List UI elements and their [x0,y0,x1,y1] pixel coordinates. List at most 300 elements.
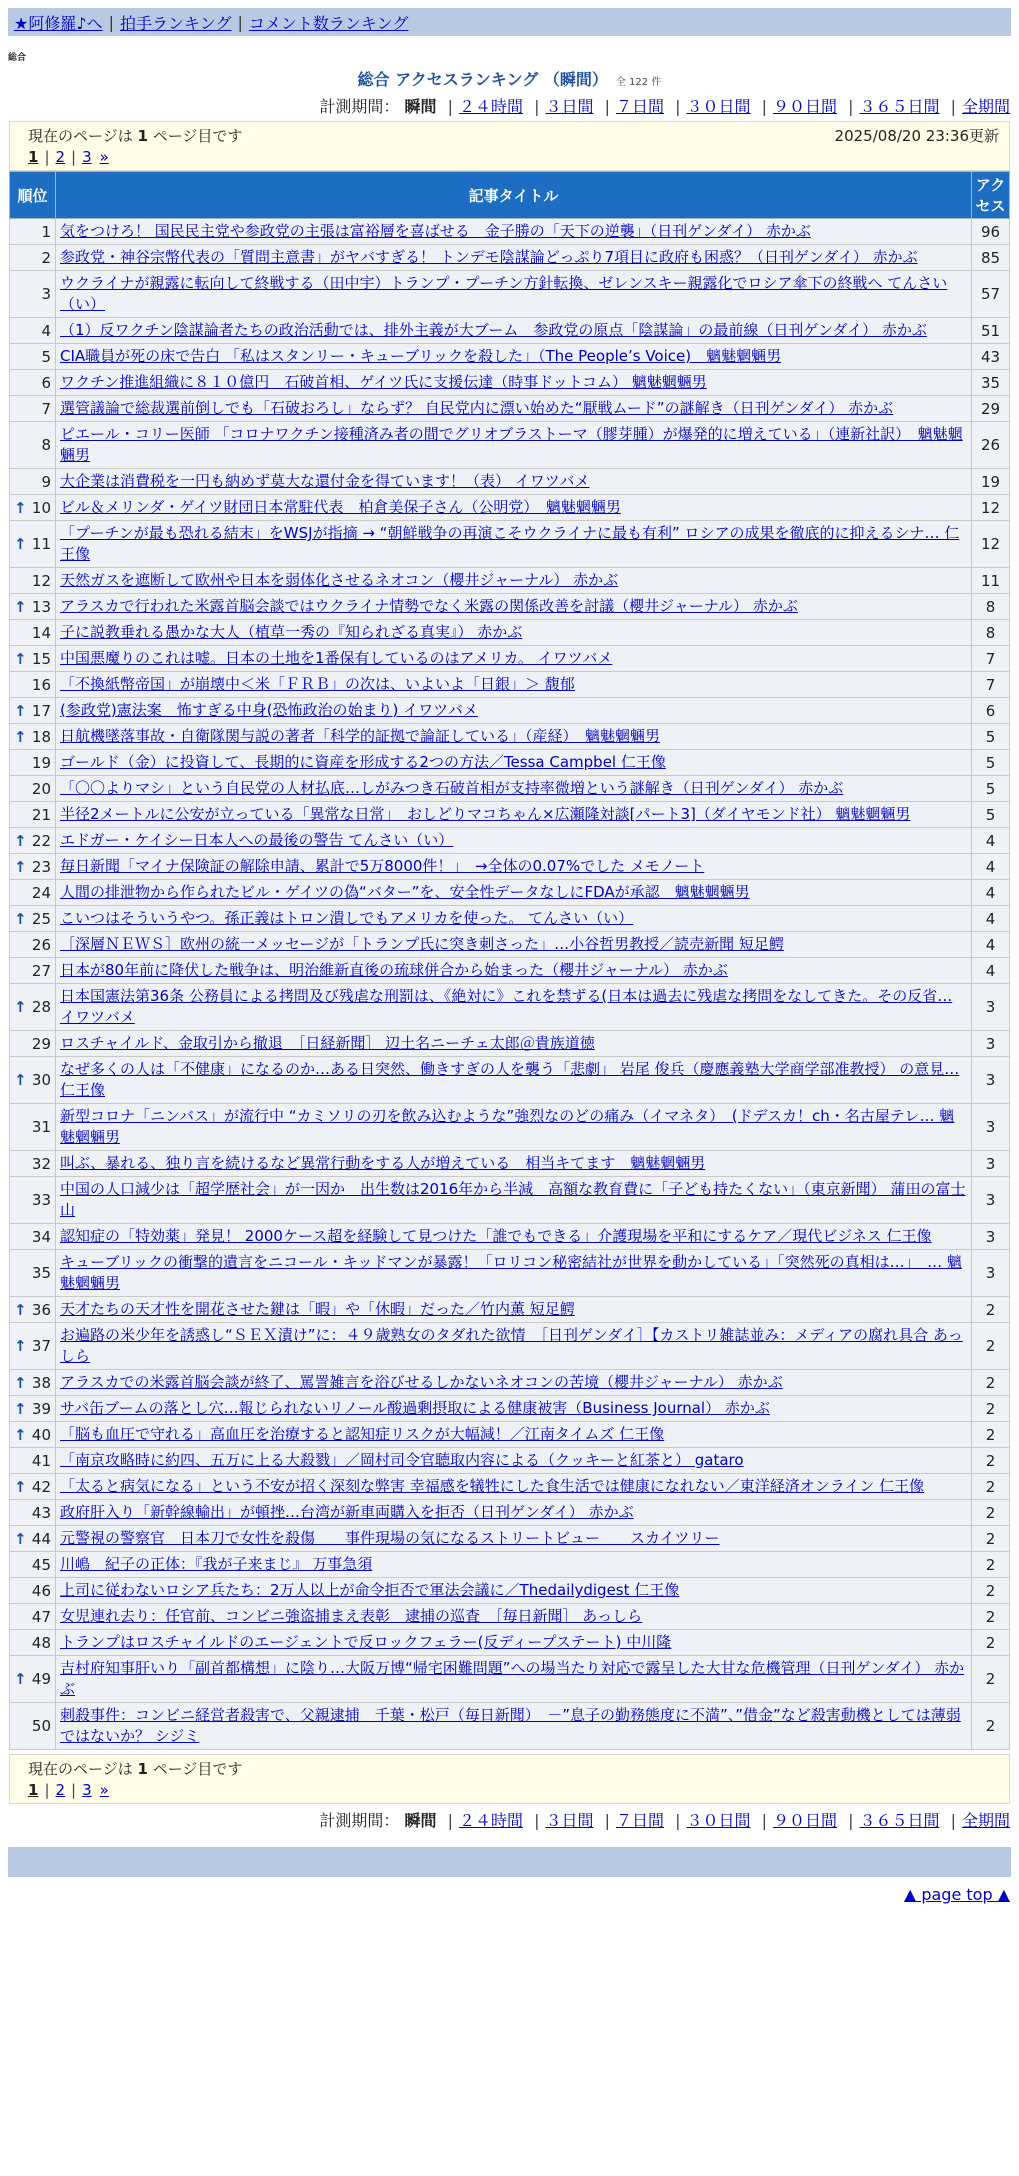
access-count: 7 [972,672,1010,698]
article-link[interactable]: ワクチン推進組織に８１０億円 石破首相、ゲイツ氏に支援伝達（時事ドットコム） 魑魅魍魎男 [60,373,707,391]
article-link[interactable]: こいつはそういうやつ。孫正義はトロン潰しでもアメリカを使った。 てんさい（い） [60,909,634,927]
title-cell [56,271,972,318]
rank-cell [10,750,56,776]
table-row [10,620,1010,646]
article-link[interactable]: 「南京攻略時に約四、五万に上る大殺戮」／岡村司令官聴取内容による（クッキーと紅茶と） gataro [60,1451,744,1469]
total-count: 全 122 件 [615,77,662,88]
period-option-3d[interactable]: ３日間 [545,97,594,116]
rank-number: 34 [31,1227,51,1246]
article-link[interactable]: 川嶋 紀子の正体：『我が子来まじ』 万事急須 [60,1555,373,1573]
table-row [10,1604,1010,1630]
article-link[interactable]: お遍路の米少年を誘惑し“ＳＥＸ漬け”に：４９歳熟女のタダれた欲情 ［日刊ゲンダイ］【カストリ雑誌並み：メディアの腐れ具合 あっしら [60,1326,963,1365]
article-link[interactable]: ウクライナが親露に転向して終戦する（田中宇）トランプ・プーチン方針転換、ゼレンスキー親露化でロシア傘下の終戦へ てんさい（い） [60,274,948,313]
access-count: 2 [972,1630,1010,1656]
article-link[interactable]: 子に説教垂れる愚かな大人（植草一秀の『知られざる真実』） 赤かぶ [60,623,523,641]
table-row [10,958,1010,984]
rank-number: 41 [31,1451,51,1470]
table-row [10,271,1010,318]
article-link[interactable]: アラスカでの米露首脳会談が終了、罵詈雑言を浴びせるしかないネオコンの苦境（櫻井ジャーナル） 赤かぶ [60,1373,783,1391]
period-option-7d[interactable]: ７日間 [615,97,664,116]
title-cell [56,698,972,724]
access-count: 8 [972,594,1010,620]
rank-cell [10,828,56,854]
rank-number: 33 [31,1191,51,1209]
nav-separator: | [108,12,114,32]
rank-up-arrow-icon: ↑ [14,535,27,553]
title-cell [56,1448,972,1474]
table-row [10,594,1010,620]
rank-cell [10,1448,56,1474]
access-count: 2 [972,1474,1010,1500]
rank-cell [10,620,56,646]
rank-up-arrow-icon: ↑ [14,597,27,616]
article-link[interactable]: 日本が80年前に降伏した戦争は、明治維新直後の琉球併合から始まった（櫻井ジャーナル） 赤かぶ [60,961,728,979]
table-row [10,1104,1010,1151]
nav-link-applause-ranking[interactable]: 拍手ランキング [119,13,232,33]
period-option-24h[interactable]: ２４時間 [458,1811,523,1830]
article-link[interactable]: 日本国憲法第36条 公務員による拷問及び残虐な刑罰は、《絶対に》これを禁ずる(日本は過去に残虐な拷問をなしてきた。その反省… イワツバメ [60,987,953,1026]
title-cell [56,1500,972,1526]
article-link[interactable]: 「プーチンが最も恐れる結末」をWSJが指摘 → “朝鮮戦争の再演こそウクライナに最も有利” ロシアの成果を徹底的に抑えるシナ… 仁王像 [60,524,960,563]
rank-up-arrow-icon: ↑ [14,498,27,517]
rank-number: 30 [31,1071,51,1089]
title-cell [56,521,972,568]
page-link-2[interactable]: 2 [55,1781,66,1799]
access-count: 3 [972,1057,1010,1104]
title-cell [56,370,972,396]
access-count: 57 [972,271,1010,318]
period-option-90d[interactable]: ９０日間 [772,97,837,116]
title-cell [56,422,972,469]
rank-cell [10,271,56,318]
table-row [10,1526,1010,1552]
rank-cell [10,854,56,880]
rank-number: 39 [31,1399,51,1418]
access-count: 4 [972,958,1010,984]
period-option-all[interactable]: 全期間 [961,97,1010,116]
title-cell [56,1057,972,1104]
title-cell [56,1297,972,1323]
rank-cell [10,1250,56,1297]
article-link[interactable]: 刺殺事件：コンビニ経営者殺害で、父親逮捕 千葉・松戸（毎日新聞） －”息子の勤務態度に不満”、”借金”など殺害動機としては薄弱ではないか？ シジミ [60,1706,961,1745]
page-link-1[interactable]: 1 [28,1781,39,1799]
rank-cell [10,594,56,620]
rank-cell [10,521,56,568]
table-row [10,318,1010,344]
article-link[interactable]: 中国の人口減少は「超学歴社会」が一因か 出生数は2016年から半減 高額な教育費に「子ども持たくない」（東京新聞） 蒲田の富士山 [60,1180,966,1219]
rank-number: 35 [31,1264,51,1282]
header-rank: 順位 [10,172,56,219]
period-current: 瞬間 [404,97,437,116]
table-row [10,750,1010,776]
bottom-bar [8,1847,1011,1877]
page-link-next[interactable]: » [99,1781,109,1799]
access-count: 2 [972,1526,1010,1552]
title-cell [56,1604,972,1630]
access-count: 3 [972,1031,1010,1057]
rank-cell [10,958,56,984]
table-row [10,1370,1010,1396]
access-count: 11 [972,568,1010,594]
title-cell [56,594,972,620]
article-link[interactable]: 元警視の警察官 日本刀で女性を殺傷 事件現場の気になるストリートビュー スカイツリー [60,1529,720,1547]
title-cell [56,984,972,1031]
rank-number: 17 [31,701,51,720]
current-page-text: 現在のページは 1 ページ目です [28,1759,243,1778]
category-label: 総合 [8,53,27,63]
title-cell [56,1370,972,1396]
rank-number: 2 [41,248,51,267]
table-row [10,984,1010,1031]
title-cell [56,1474,972,1500]
article-link[interactable]: 政府肝入り「新幹線輸出」が頓挫…台湾が新車両購入を拒否（日刊ゲンダイ） 赤かぶ [60,1503,634,1521]
access-count: 2 [972,1578,1010,1604]
title-cell [56,1422,972,1448]
table-row [10,932,1010,958]
article-link[interactable]: 日航機墜落事故・自衛隊関与説の著者「科学的証拠で論証している」（産経） 魑魅魍魎男 [60,727,661,745]
rank-up-arrow-icon: ↑ [14,727,27,746]
rank-number: 22 [31,831,51,850]
rank-cell [10,568,56,594]
table-row [10,1297,1010,1323]
rank-up-arrow-icon: ↑ [14,1399,27,1418]
article-link[interactable]: トランプはロスチャイルドのエージェントで反ロックフェラー(反ディープステート) 中川隆 [60,1633,672,1651]
page-top-link[interactable]: ▲ page top ▲ [903,1885,1010,1904]
table-row [10,1057,1010,1104]
article-link[interactable]: キューブリックの衝撃的遺言をニコール・キッドマンが暴露！「ロリコン秘密結社が世界を動かしている」「突然死の真相は…」 … 魑魅魍魎男 [60,1253,962,1292]
access-count: 7 [972,646,1010,672]
title-cell [56,646,972,672]
rank-cell [10,219,56,245]
title-cell [56,219,972,245]
table-row [10,1250,1010,1297]
period-option-365d[interactable]: ３６５日間 [859,97,940,116]
rank-cell [10,1630,56,1656]
article-link[interactable]: 「太ると病気になる」という不安が招く深刻な弊害 幸福感を犠牲にした食生活では健康になれない／東洋経済オンライン 仁王像 [60,1477,925,1495]
period-option-7d[interactable]: ７日間 [615,1811,664,1830]
access-count: 3 [972,984,1010,1031]
rank-number: 3 [41,285,51,303]
header-title: 記事タイトル [56,172,972,219]
nav-link-ashura[interactable]: ★阿修羅♪へ [14,13,103,33]
article-link[interactable]: 大企業は消費税を一円も納めず莫大な還付金を得ています！（表） イワツバメ [60,472,590,490]
article-link[interactable]: ロスチャイルド、金取引から撤退 ［日経新聞］ 辺土名ニーチェ太郎＠貴族道徳 [60,1034,595,1052]
title-cell [56,245,972,271]
table-row [10,396,1010,422]
rank-cell [10,1656,56,1703]
title-cell [56,1151,972,1177]
access-count: 5 [972,750,1010,776]
period-option-24h[interactable]: ２４時間 [458,97,523,116]
rank-up-arrow-icon: ↑ [14,1373,27,1392]
page-title: 総合 アクセスランキング （瞬間） [357,70,608,89]
rank-number: 24 [31,883,51,902]
rank-cell [10,672,56,698]
rank-cell [10,646,56,672]
rank-number: 11 [31,535,51,553]
title-cell [56,396,972,422]
rank-cell [10,1703,56,1750]
rank-number: 40 [31,1425,51,1444]
header-access: アクセス [972,172,1010,219]
article-link[interactable]: 認知症の「特効薬」発見！ 2000ケース超を経験して見つけた「誰でもできる」介護現場を平和にするケア／現代ビジネス 仁王像 [60,1227,932,1245]
article-link[interactable]: ゴールド（金）に投資して、長期的に資産を形成する2つの方法／Tessa Campbel 仁王像 [60,753,666,771]
article-link[interactable]: (参政党)憲法案 怖すぎる中身(恐怖政治の始まり) イワツバメ [60,701,478,719]
rank-up-arrow-icon: ↑ [14,1529,27,1548]
access-count: 43 [972,344,1010,370]
title-cell [56,1224,972,1250]
access-count: 2 [972,1552,1010,1578]
table-row [10,1630,1010,1656]
period-option-all[interactable]: 全期間 [961,1811,1010,1830]
rank-number: 36 [31,1300,51,1319]
title-cell [56,1396,972,1422]
access-count: 4 [972,932,1010,958]
article-link[interactable]: 参政党・神谷宗幣代表の「質問主意書」がヤバすぎる！ トンデモ陰謀論どっぷり7項目に政府も困惑？（日刊ゲンダイ） 赤かぶ [60,248,918,266]
rank-cell [10,495,56,521]
rank-number: 38 [31,1373,51,1392]
table-row [10,1474,1010,1500]
table-row [10,1578,1010,1604]
title-cell [56,1104,972,1151]
rank-up-arrow-icon: ↑ [14,1670,27,1688]
rank-cell [10,776,56,802]
updated-timestamp: 2025/08/20 23:36更新 [834,126,999,145]
title-cell [56,1323,972,1370]
article-link[interactable]: 人間の排泄物から作られたビル・ゲイツの偽“バター”を、安全性データなしにFDAが承認 魑魅魍魎男 [60,883,750,901]
table-row [10,245,1010,271]
title-cell [56,802,972,828]
table-row [10,1031,1010,1057]
rank-number: 13 [31,597,51,616]
rank-number: 5 [41,347,51,366]
rank-cell [10,724,56,750]
period-option-30d[interactable]: ３０日間 [686,1811,751,1830]
article-link[interactable]: 「不換紙幣帝国」が崩壊中＜米「ＦＲＢ」の次は、いよいよ「日銀」＞ 馥郁 [60,675,575,693]
article-link[interactable]: 天然ガスを遮断して欧州や日本を弱体化させるネオコン（櫻井ジャーナル） 赤かぶ [60,571,619,589]
rank-up-arrow-icon: ↑ [14,1425,27,1444]
table-row [10,1323,1010,1370]
period-option-365d[interactable]: ３６５日間 [859,1811,940,1830]
period-label: 計測期間： [319,1811,400,1830]
rank-up-arrow-icon: ↑ [14,909,27,928]
rank-cell [10,245,56,271]
page-link-next[interactable]: » [99,148,109,166]
table-row [10,1448,1010,1474]
title-cell [56,750,972,776]
access-count: 4 [972,828,1010,854]
table-row [10,776,1010,802]
title-cell [56,1552,972,1578]
rank-cell [10,1151,56,1177]
table-row [10,1177,1010,1224]
rank-cell [10,1297,56,1323]
rank-number: 23 [31,857,51,876]
access-count: 3 [972,1104,1010,1151]
article-link[interactable]: 天才たちの天才性を開花させた鍵は「暇」や「休暇」だった／竹内薫 短足鰐 [60,1300,575,1318]
article-link[interactable]: （1）反ワクチン陰謀論者たちの政治活動では、排外主義が大ブーム 参政党の原点「陰謀論」の最前線（日刊ゲンダイ） 赤かぶ [60,321,927,339]
access-count: 12 [972,521,1010,568]
rank-cell [10,1604,56,1630]
table-row [10,724,1010,750]
title-cell [56,854,972,880]
pagination: 1 | 2 | 3 » [28,1781,109,1799]
article-link[interactable]: CIA職員が死の床で告白 「私はスタンリー・キューブリックを殺した」（The People’s Voice) 魑魅魍魎男 [60,347,782,365]
rank-cell [10,318,56,344]
access-count: 3 [972,1250,1010,1297]
rank-cell [10,1031,56,1057]
rank-number: 14 [31,623,51,642]
table-row [10,802,1010,828]
article-link[interactable]: 毎日新聞「マイナ保険証の解除申請、累計で5万8000件！」 →全体の0.07%でした メモノート [60,857,705,875]
rank-number: 31 [31,1118,51,1136]
page-link-3[interactable]: 3 [82,148,92,166]
current-page-text: 現在のページは 1 ページ目です [28,126,243,145]
title-cell [56,672,972,698]
article-link[interactable]: 上司に従わないロシア兵たち：2万人以上が命令拒否で軍法会議に／Thedailydigest 仁王像 [60,1581,680,1599]
rank-cell [10,422,56,469]
period-current: 瞬間 [404,1811,437,1830]
rank-number: 50 [31,1717,51,1735]
rank-cell [10,1323,56,1370]
access-count: 2 [972,1422,1010,1448]
rank-number: 16 [31,675,51,694]
article-link[interactable]: 女児連れ去り：任官前、コンビニ強盗捕まえ表彰 逮捕の巡査 ［毎日新聞］ あっしら [60,1607,643,1625]
rank-cell [10,1500,56,1526]
rank-number: 43 [31,1503,51,1522]
table-row [10,1703,1010,1750]
rank-cell [10,698,56,724]
title-cell [56,724,972,750]
access-count: 5 [972,776,1010,802]
pagination-box-bottom [9,1754,1010,1804]
rank-up-arrow-icon: ↑ [14,831,27,850]
rank-up-arrow-icon: ↑ [14,1071,27,1089]
access-count: 5 [972,802,1010,828]
table-row [10,495,1010,521]
table-row [10,854,1010,880]
article-link[interactable]: 中国悪魔りのこれは嘘。日本の土地を1番保有しているのはアメリカ。 イワツバメ [60,649,613,667]
table-row [10,568,1010,594]
article-link[interactable]: 叫ぶ、暴れる、独り言を続けるなど異常行動をする人が増えている 相当キてます 魑魅魍魎男 [60,1154,706,1172]
article-link[interactable]: なぜ多くの人は「不健康」になるのか…ある日突然、働きすぎの人を襲う「悲劇」 岩尾 俊兵（慶應義塾大学商学部准教授） の意見… 仁王像 [60,1060,960,1099]
period-selector-top: 計測期間： 瞬間 | ２４時間 | ３日間 | ７日間 | ３０日間 | ９０日間 | ３６５日間 | 全期間 [319,97,1010,116]
access-count: 35 [972,370,1010,396]
rank-cell [10,469,56,495]
rank-number: 19 [31,753,51,772]
title-cell [56,828,972,854]
table-row [10,1552,1010,1578]
access-count: 4 [972,854,1010,880]
title-cell [56,620,972,646]
rank-number: 20 [31,779,51,798]
title-cell [56,1578,972,1604]
rank-number: 1 [41,222,51,241]
period-option-30d[interactable]: ３０日間 [686,97,751,116]
article-link[interactable]: ピエール・コリー医師 「コロナワクチン接種済み者の間でグリオブラストーマ（膠芽腫）が爆発的に増えている」（連新社訳） 魑魅魍魎男 [60,425,963,464]
access-count: 3 [972,1177,1010,1224]
rank-up-arrow-icon: ↑ [14,857,27,876]
table-row [10,1224,1010,1250]
table-row [10,219,1010,245]
article-link[interactable]: 「〇〇よりマシ」という自民党の人材払底…しがみつき石破首相が支持率微増という謎解き（日刊ゲンダイ） 赤かぶ [60,779,844,797]
article-link[interactable]: サバ缶ブームの落とし穴…報じられないリノール酸過剰摂取による健康被害（Business Journal） 赤かぶ [60,1399,770,1417]
table-row [10,672,1010,698]
table-row [10,828,1010,854]
rank-number: 7 [41,399,51,418]
nav-link-comment-ranking[interactable]: コメント数ランキング [248,13,409,33]
rank-up-arrow-icon: ↑ [14,1477,27,1496]
access-count: 4 [972,906,1010,932]
access-count: 51 [972,318,1010,344]
article-link[interactable]: 吉村府知事肝いり「副首都構想」に陰り…大阪万博“帰宅困難問題”への場当たり対応で露呈した大甘な危機管理（日刊ゲンダイ） 赤かぶ [60,1659,965,1698]
article-link[interactable]: エドガー・ケイシー日本人への最後の警告 てんさい（い） [60,831,454,849]
rank-number: 4 [41,321,51,340]
rank-up-arrow-icon: ↑ [14,701,27,720]
rank-number: 18 [31,727,51,746]
page-link-2[interactable]: 2 [55,148,66,166]
rank-cell [10,1104,56,1151]
table-row [10,906,1010,932]
page-link-3[interactable]: 3 [82,1781,92,1799]
rank-number: 6 [41,373,51,392]
access-count: 2 [972,1656,1010,1703]
access-count: 19 [972,469,1010,495]
access-count: 2 [972,1703,1010,1750]
rank-cell [10,1422,56,1448]
access-count: 85 [972,245,1010,271]
access-count: 5 [972,724,1010,750]
rank-cell [10,1474,56,1500]
title-cell [56,469,972,495]
article-link[interactable]: ビル＆メリンダ・ゲイツ財団日本常駐代表 柏倉美保子さん（公明党） 魑魅魍魎男 [60,498,621,516]
access-count: 2 [972,1604,1010,1630]
rank-cell [10,370,56,396]
period-option-90d[interactable]: ９０日間 [772,1811,837,1830]
pagination-box-top [9,121,1010,171]
title-cell [56,958,972,984]
article-link[interactable]: ［深層ＮＥＷＳ］欧州の統一メッセージが「トランプ氏に突き刺さった」…小谷哲男教授／読売新聞 短足鰐 [60,935,784,953]
page-heading [0,67,1019,90]
rank-number: 9 [41,472,51,491]
article-link[interactable]: 新型コロナ「ニンバス」が流行中 “カミソリの刃を飲み込むような”強烈なのどの痛み（イマネタ） (ドデスカ！ch・名古屋テレ… 魑魅魍魎男 [60,1107,955,1146]
title-cell [56,1526,972,1552]
top-navigation-bar [8,8,1011,36]
article-link[interactable]: 選管議論で総裁選前倒しでも「石破おろし」ならず？ 自民党内に漂い始めた“厭戦ムード”の謎解き（日刊ゲンダイ） 赤かぶ [60,399,894,417]
article-link[interactable]: アラスカで行われた米露首脳会談ではウクライナ情勢でなく米露の関係改善を討議（櫻井ジャーナル） 赤かぶ [60,597,798,615]
article-link[interactable]: 半径2メートルに公安が立っている「異常な日常」 おしどりマコちゃん×広瀬隆対談[パート3]（ダイヤモンド社） 魑魅魍魎男 [60,805,911,823]
access-count: 3 [972,1224,1010,1250]
rank-number: 49 [31,1670,51,1688]
table-row [10,646,1010,672]
rank-cell [10,1396,56,1422]
title-cell [56,1656,972,1703]
article-link[interactable]: 気をつけろ！ 国民民主党や参政党の主張は富裕層を喜ばせる 金子勝の「天下の逆襲」（日刊ゲンダイ） 赤かぶ [60,222,811,240]
rank-cell [10,984,56,1031]
access-count: 2 [972,1500,1010,1526]
access-count: 26 [972,422,1010,469]
period-option-3d[interactable]: ３日間 [545,1811,594,1830]
table-row [10,698,1010,724]
rank-number: 29 [31,1034,51,1053]
page-link-1[interactable]: 1 [28,148,39,166]
period-selector-bottom: 計測期間： 瞬間 | ２４時間 | ３日間 | ７日間 | ３０日間 | ９０日間 | ３６５日間 | 全期間 [319,1811,1010,1830]
access-count: 2 [972,1323,1010,1370]
article-link[interactable]: 「脳も血圧で守れる」高血圧を治療すると認知症リスクが大幅減！／江南タイムズ 仁王像 [60,1425,665,1443]
rank-number: 28 [31,998,51,1016]
title-cell [56,776,972,802]
title-cell [56,906,972,932]
